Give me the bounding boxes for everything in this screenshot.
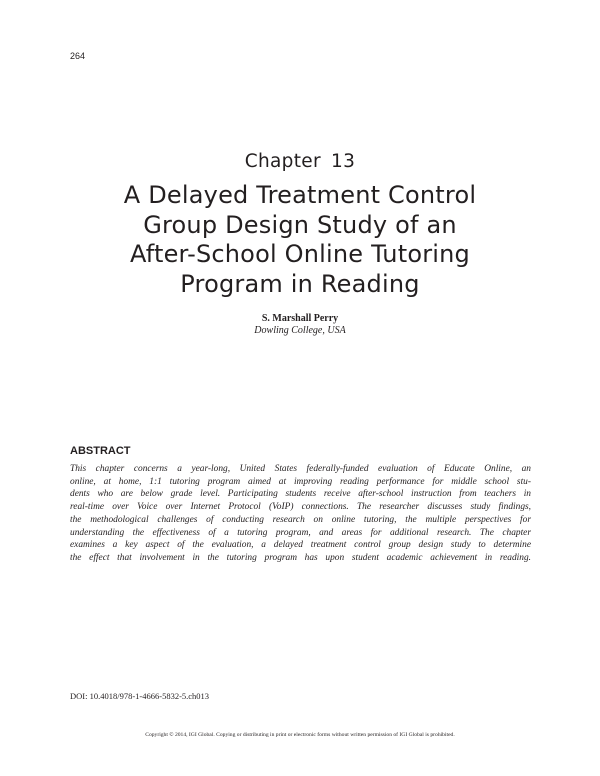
chapter-title-line: A Delayed Treatment Control (123, 181, 477, 209)
copyright-notice: Copyright © 2014, IGI Global. Copying or distributing in print or electronic forms without written permission of IGI Global is prohibited. (145, 732, 455, 738)
abstract-line: understanding the effectiveness of a tutoring program, and areas for additional research. The chapter (70, 527, 531, 538)
abstract-line: online, at home, 1:1 tutoring program aimed at improving reading performance for middle school stu- (70, 476, 531, 487)
abstract-line: This chapter concerns a year-long, United States federally-funded evaluation of Educate Online, an (70, 464, 531, 474)
chapter-title-line: Group Design Study of an (143, 210, 457, 239)
page-number: 264 (70, 51, 86, 61)
author-name: S. Marshall Perry (261, 313, 339, 324)
chapter-label: Chapter 13 (244, 151, 356, 172)
doi: DOI: 10.4018/978-1-4666-5832-5.ch013 (70, 691, 210, 701)
abstract-heading: ABSTRACT (70, 445, 131, 457)
chapter-title-line: After-School Online Tutoring (129, 240, 470, 268)
author-affiliation: Dowling College, USA (254, 325, 346, 336)
chapter-title (60, 181, 540, 299)
abstract-line: real-time over Voice over Internet Protocol (VoIP) connections. The researcher discusses study findings, (70, 502, 531, 513)
abstract-line: dents who are below grade level. Participating students receive after-school instruction from teachers in (70, 489, 531, 500)
abstract-line: the effect that involvement in the tutoring program has upon student academic achievement in reading. (70, 552, 531, 563)
abstract-body (70, 463, 531, 565)
abstract-line: the methodological challenges of conducting research on online tutoring, the multiple perspectives for (70, 514, 531, 525)
chapter-title-line: Program in Reading (180, 269, 420, 298)
abstract-line: examines a key aspect of the evaluation, a delayed treatment control group design study to determine (70, 540, 531, 551)
